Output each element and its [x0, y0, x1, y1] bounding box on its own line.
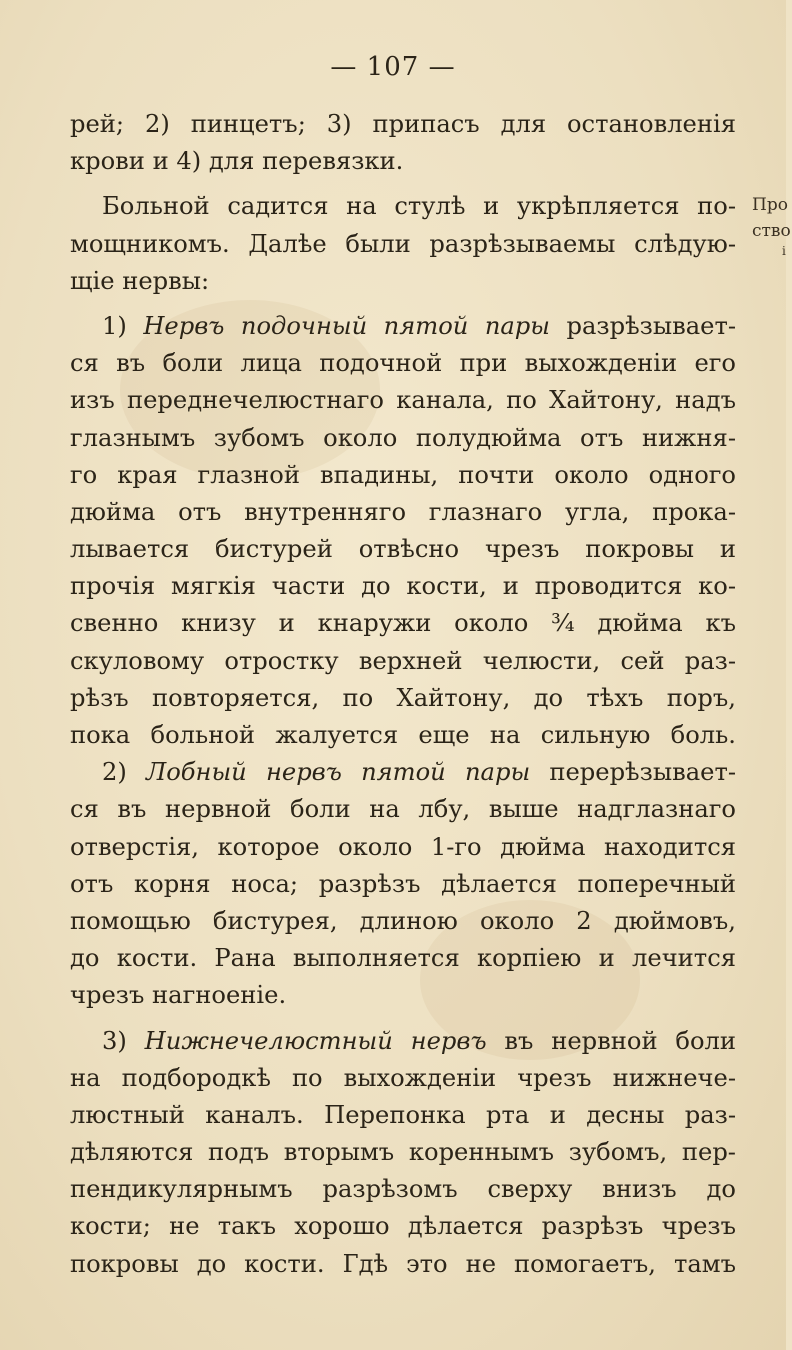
paragraph-gap	[70, 1015, 736, 1023]
margin-note-line: Про	[752, 195, 788, 215]
text-line: дѣляются подъ вторымъ кореннымъ зубомъ, пер-	[70, 1138, 736, 1167]
margin-note	[752, 192, 792, 258]
italic-heading: Лобный нервъ пятой пары	[146, 758, 531, 787]
text-line: чрезъ нагноеніе.	[70, 981, 287, 1010]
text-line: отверстія, которое около 1-го дюйма находится	[70, 832, 736, 861]
text-line: скуловому отростку верхней челюсти, сей раз-	[70, 646, 736, 675]
text-line: рей; 2) пинцетъ; 3) припасъ для остановленія	[70, 110, 736, 138]
text-line: кости; не такъ хорошо дѣлается разрѣзъ чрезъ	[70, 1212, 736, 1241]
text-line: свенно книзу и кнаружи около ¾ дюйма къ	[70, 609, 736, 638]
text-line	[70, 1023, 736, 1060]
text-line: рѣзъ повторяется, по Хайтону, до тѣхъ поръ,	[70, 683, 736, 712]
margin-note-line: ство	[752, 221, 791, 241]
italic-heading: Нижнечелюстный нервъ	[144, 1026, 487, 1055]
text-run: разрѣзывает-	[550, 311, 736, 340]
margin-note-line: і	[782, 244, 786, 258]
text-run: 1)	[102, 311, 144, 340]
paragraph-gap	[70, 180, 736, 188]
italic-heading: Нервъ подочный пятой пары	[143, 311, 550, 340]
page-number: — 107 —	[330, 52, 456, 82]
text-line: мощникомъ. Далѣе были разрѣзываемы слѣдую-	[70, 229, 736, 258]
text-line: покровы до кости. Гдѣ это не помогаетъ, тамъ	[70, 1249, 736, 1278]
text-line: изъ переднечелюстнаго канала, по Хайтону, надъ	[70, 386, 736, 415]
text-line: люстный каналъ. Перепонка рта и десны раз-	[70, 1100, 736, 1129]
text-line: крови и 4) для перевязки.	[70, 147, 404, 176]
text-line: го края глазной впадины, почти около одного	[70, 460, 736, 489]
text-run: 3)	[102, 1026, 145, 1055]
text-run: перерѣзывает-	[530, 758, 736, 787]
text-line	[70, 308, 736, 345]
text-line: глазнымъ зубомъ около полудюйма отъ нижня-	[70, 423, 736, 452]
text-line: отъ корня носа; разрѣзъ дѣлается поперечный	[70, 869, 736, 898]
text-line	[70, 754, 736, 791]
text-line: дюйма отъ внутренняго глазнаго угла, прока-	[70, 497, 736, 526]
text-line: на подбородкѣ по выхожденіи чрезъ нижнече-	[70, 1063, 736, 1092]
text-line: ся въ нервной боли на лбу, выше надглазнаго	[70, 795, 736, 824]
text-line: пока больной жалуется еще на сильную боль.	[70, 721, 736, 749]
text-run: въ нервной боли	[486, 1026, 737, 1055]
text-line: пендикулярнымъ разрѣзомъ сверху внизъ до	[70, 1175, 736, 1204]
text-line: помощью бистурея, длиною около 2 дюймовъ,	[70, 906, 736, 935]
paragraph-gap	[70, 300, 736, 308]
text-line: прочія мягкія части до кости, и проводится ко-	[70, 572, 736, 601]
text-line: ся въ боли лица подочной при выхожденіи его	[70, 349, 736, 378]
text-run: 2)	[102, 758, 147, 787]
text-line: до кости. Рана выполняется корпіею и лечится	[70, 944, 736, 973]
text-line: щіе нервы:	[70, 266, 210, 295]
text-line: Больной садится на стулѣ и укрѣпляется по-	[102, 192, 736, 221]
body-text	[70, 106, 736, 1283]
text-line: лывается бистурей отвѣсно чрезъ покровы и	[70, 535, 736, 564]
